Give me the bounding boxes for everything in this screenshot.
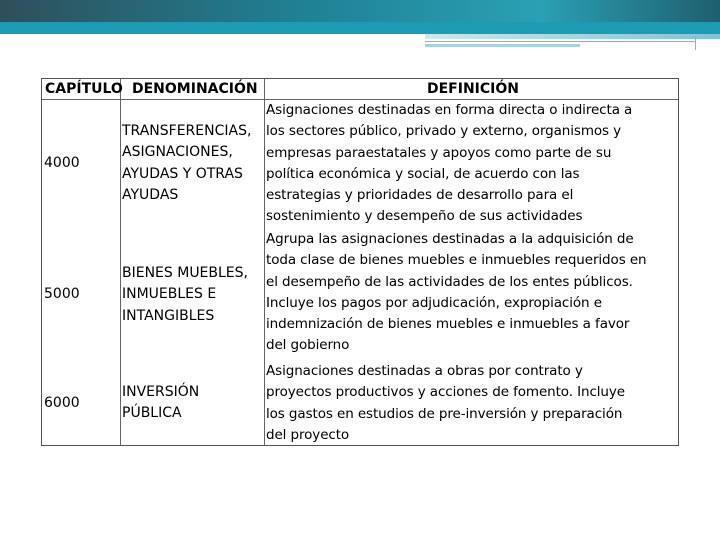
header-band-teal: [0, 22, 720, 34]
header-definicion: DEFINICIÓN: [427, 81, 519, 97]
row-3-capitulo: 6000: [44, 395, 80, 411]
header-accent-line: [425, 34, 720, 39]
row-1-capitulo: 4000: [44, 155, 80, 171]
header-accent-short-line: [425, 44, 580, 47]
row-2-capitulo: 5000: [44, 286, 80, 302]
row-2-denominacion: BIENES MUEBLES, INMUEBLES E INTANGIBLES: [122, 265, 248, 324]
row-3-definicion: Asignaciones destinadas a obras por contrato y proyectos productivos y acciones de fomento. Incluye los gastos en estudios de pre-inversión y preparación del proyecto: [266, 363, 625, 443]
header-accent-thin-line: [425, 41, 695, 42]
header-band-dark: [0, 0, 720, 22]
header-capitulo: CAPÍTULO: [45, 81, 123, 97]
header-accent-vertical-line: [695, 36, 696, 50]
column-divider: [120, 79, 121, 445]
row-1-definicion: Asignaciones destinadas en forma directa o indirecta a los sectores público, privado y externo, organismos y empresas paraestatales y apoyos como parte de su política económica y social, de acuerdo con las estrategias y prioridades de desarrollo para el sostenimiento y desempeño de sus actividades: [266, 102, 633, 225]
header-denominacion: DENOMINACIÓN: [132, 81, 258, 97]
row-2-definicion: Agrupa las asignaciones destinadas a la adquisición de toda clase de bienes muebles e inmuebles requeridos en el desempeño de las actividades de los entes públicos. Incluye los pagos por adjudicación, expropiación e indemnización de bienes muebles e inmuebles a favor del gobierno: [266, 231, 647, 354]
row-3-denominacion: INVERSIÓN PÚBLICA: [122, 384, 200, 422]
row-1-denominacion: TRANSFERENCIAS, ASIGNACIONES, AYUDAS Y OTRAS AYUDAS: [122, 123, 252, 203]
budget-chapters-table: [41, 78, 679, 446]
column-divider: [264, 79, 265, 445]
